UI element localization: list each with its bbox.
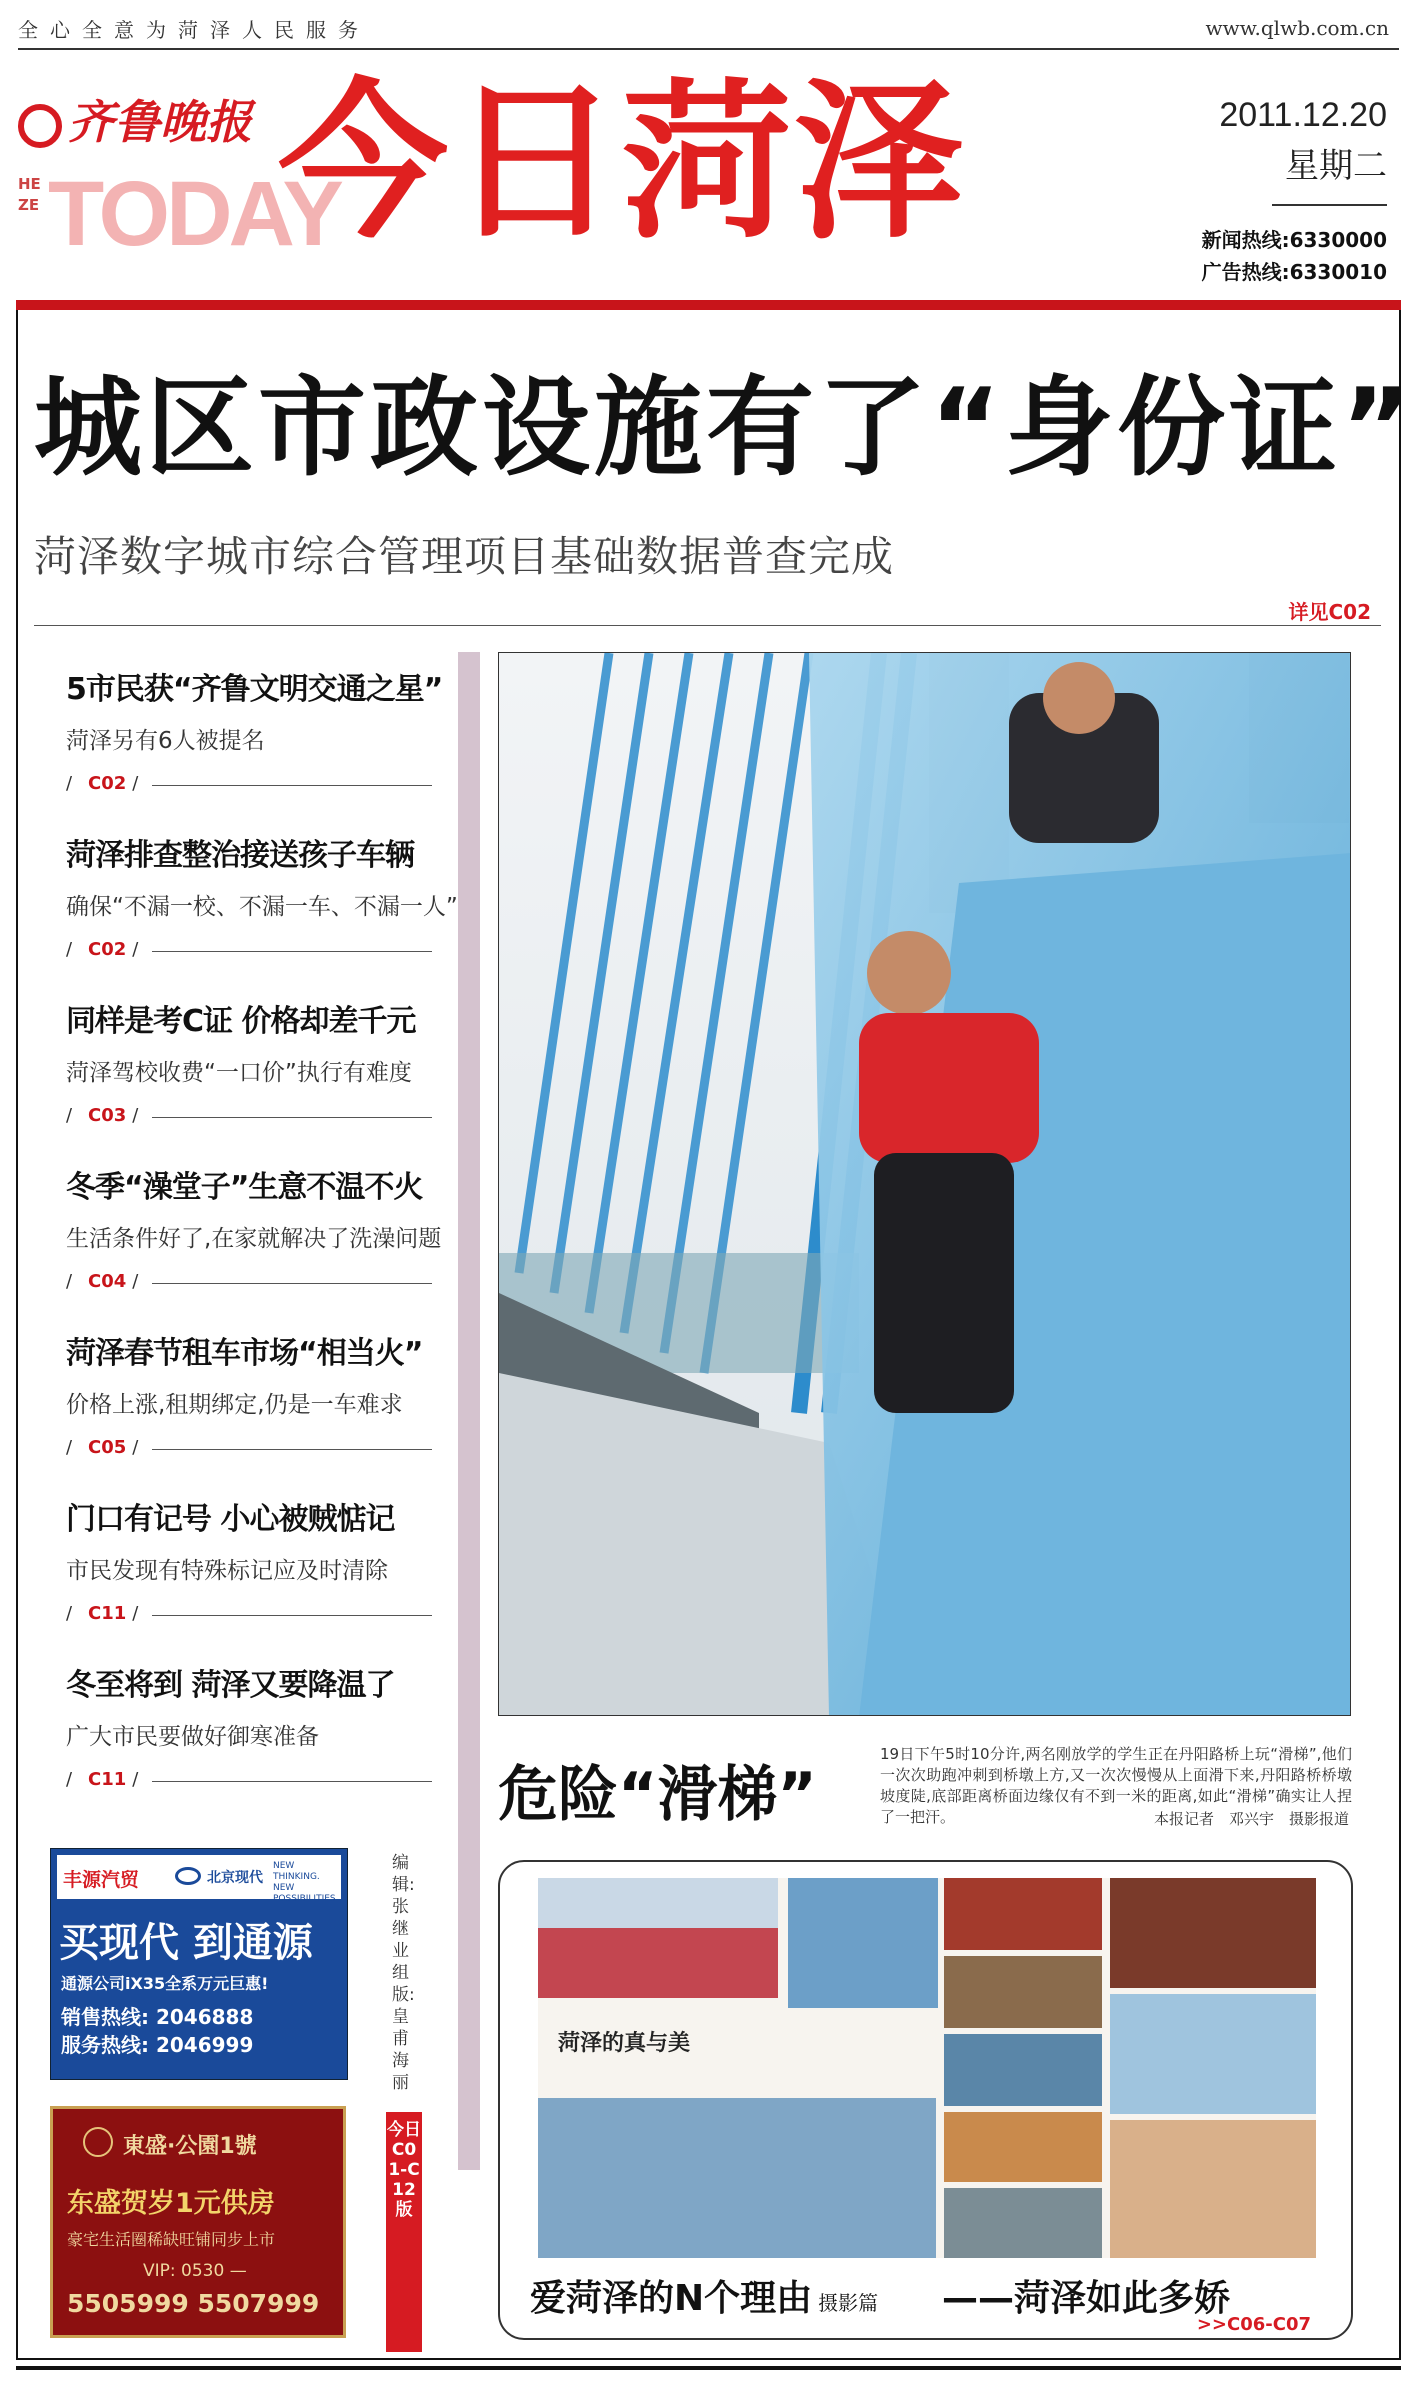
top-divider — [18, 48, 1399, 50]
bridge-slide-illustration — [499, 653, 1351, 1716]
pages-tag: 今日C01-C12版 — [386, 2112, 422, 2352]
news-index-page-code — [66, 1437, 432, 1461]
car-ad-brand-right: 北京现代 — [207, 1870, 263, 1886]
date-divider — [1272, 204, 1387, 206]
see-more-link[interactable]: 详见C02 — [1288, 600, 1371, 624]
content-frame-top-bar — [16, 300, 1401, 310]
promo-photo-feature[interactable] — [498, 1860, 1353, 2340]
index-underline — [152, 1781, 432, 1782]
page-code-text: C03 — [88, 1105, 127, 1126]
news-index-item[interactable] — [66, 1668, 432, 1793]
photo-story-title: 危险“滑梯” — [498, 1760, 817, 1830]
promo-collage-photo — [538, 1928, 778, 1998]
car-ad-offer: 通源公司iX35全系万元巨惠! — [61, 1974, 269, 1993]
index-underline — [152, 951, 432, 952]
lead-photo[interactable] — [498, 652, 1351, 1716]
estate-ad-sub: 豪宅生活圈稀缺旺铺同步上市 — [67, 2230, 276, 2249]
slash-icon: / — [132, 1769, 139, 1790]
page-code-text: C02 — [88, 773, 127, 794]
news-index-item[interactable] — [66, 1170, 442, 1295]
news-index-title: 5市民获“齐鲁文明交通之星” — [66, 672, 443, 707]
website-url[interactable]: www.qlwb.com.cn — [1205, 16, 1389, 40]
news-hotline: 新闻热线:6330000 — [1201, 228, 1387, 252]
page-code-text: C02 — [88, 939, 127, 960]
promo-pages-link[interactable]: >>C06-C07 — [1196, 2314, 1311, 2335]
promo-collage-photo — [944, 1956, 1102, 2028]
news-index-page-code — [66, 939, 432, 963]
news-index-title: 门口有记号 小心被贼惦记 — [66, 1502, 395, 1537]
promo-collage-photo — [944, 2112, 1102, 2182]
estate-logo-icon — [83, 2127, 113, 2157]
slash-icon: / — [132, 1603, 139, 1624]
brand-today: TODAY — [48, 163, 340, 265]
news-index-title: 菏泽排查整治接送孩子车辆 — [66, 838, 414, 873]
index-underline — [152, 1283, 432, 1284]
slash-icon: / — [66, 939, 73, 960]
index-underline — [152, 1449, 432, 1450]
estate-ad-brand: 東盛·公園1號 — [123, 2134, 257, 2159]
estate-ad-vip: VIP: 0530 — — [143, 2261, 247, 2281]
news-index-subtitle: 广大市民要做好御寒准备 — [66, 1724, 319, 1750]
car-ad-brand-bar — [57, 1855, 341, 1904]
promo-collage-photo — [944, 1878, 1102, 1950]
bottom-rule — [16, 2366, 1401, 2370]
promo-label: 摄影篇 — [818, 2291, 879, 2315]
ad-hotline: 广告热线:6330010 — [1201, 260, 1387, 284]
slash-icon: / — [66, 773, 73, 794]
estate-ad-headline: 东盛贺岁1元供房 — [67, 2188, 275, 2219]
slash-icon: / — [66, 1437, 73, 1458]
brand-name: 齐鲁晚报 — [68, 95, 252, 149]
news-index-subtitle: 菏泽驾校收费“一口价”执行有难度 — [66, 1060, 412, 1086]
lead-subheadline: 菏泽数字城市综合管理项目基础数据普查完成 — [34, 532, 895, 581]
lead-headline[interactable]: 城区市政设施有了“身份证” — [34, 366, 1416, 491]
photo-story-credit: 本报记者 邓兴宇 摄影报道 — [1153, 1810, 1349, 1828]
news-index-page-code — [66, 773, 432, 797]
issue-weekday: 星期二 — [1285, 146, 1387, 186]
realestate-ad[interactable] — [50, 2106, 346, 2338]
photo-story-caption: 19日下午5时10分许,两名刚放学的学生正在丹阳路桥上玩“滑梯”,他们一次次助跑冲刺到桥墩上方,又一次次慢慢从上面滑下来,丹阳路桥桥墩坡度陡,底部距离桥面边缘仅有不到一米的距离,如此“滑梯”确实让人捏了一把汗。 — [880, 1745, 1352, 1826]
news-index-page-code — [66, 1603, 432, 1627]
slogan: 全心全意为菏泽人民服务 — [18, 18, 370, 42]
car-dealer-ad[interactable] — [50, 1848, 348, 2080]
news-index-title: 同样是考C证 价格却差千元 — [66, 1004, 416, 1039]
car-ad-brand-left: 丰源汽贸 — [63, 1869, 140, 1891]
estate-ad-phones: 5505999 5507999 — [67, 2289, 320, 2318]
news-index-subtitle: 生活条件好了,在家就解决了洗澡问题 — [66, 1226, 442, 1252]
news-index-title: 菏泽春节租车市场“相当火” — [66, 1336, 423, 1371]
editors-credit: 编辑:张继业 组版:皇甫海丽 — [392, 1853, 415, 2093]
news-index-subtitle: 价格上涨,租期绑定,仍是一车难求 — [66, 1392, 403, 1418]
promo-inner-title: 菏泽的真与美 — [558, 2031, 691, 2056]
promo-collage — [538, 1878, 1316, 2258]
page-code-text: C11 — [88, 1769, 127, 1790]
car-ad-sales-line: 销售热线: 2046888 — [61, 2005, 254, 2029]
news-index-subtitle: 菏泽另有6人被提名 — [66, 728, 265, 754]
slash-icon: / — [66, 1603, 73, 1624]
promo-collage-photo — [1110, 2120, 1316, 2258]
slash-icon: / — [132, 1437, 139, 1458]
masthead: 今日菏泽 — [278, 64, 967, 262]
news-index-title: 冬季“澡堂子”生意不温不火 — [66, 1170, 423, 1205]
news-index-item[interactable] — [66, 1336, 432, 1461]
brand-logo — [18, 86, 252, 152]
index-underline — [152, 1615, 432, 1616]
issue-date: 2011.12.20 — [1219, 96, 1387, 134]
slash-icon: / — [132, 1105, 139, 1126]
car-ad-tagline: NEW THINKING. NEW POSSIBILITIES. — [273, 1861, 339, 1904]
slash-icon: / — [132, 939, 139, 960]
news-index-item[interactable] — [66, 838, 458, 963]
news-index-item[interactable] — [66, 672, 443, 797]
promo-subtitle: ——菏泽如此多娇 — [942, 2278, 1231, 2319]
car-ad-headline: 买现代 到通源 — [59, 1920, 313, 1966]
promo-main-title-text: 爱菏泽的N个理由 — [530, 2278, 813, 2319]
promo-main-title — [530, 2270, 878, 2321]
page-code-text: C04 — [88, 1271, 127, 1292]
promo-collage-photo — [788, 1878, 938, 2008]
promo-collage-photo — [538, 2098, 936, 2258]
promo-collage-photo — [944, 2188, 1102, 2258]
promo-collage-photo — [944, 2034, 1102, 2106]
page-code-text: C11 — [88, 1603, 127, 1624]
news-index-page-code — [66, 1769, 432, 1793]
car-ad-service-line: 服务热线: 2046999 — [61, 2033, 254, 2057]
slash-icon: / — [132, 773, 139, 794]
news-index-subtitle: 确保“不漏一校、不漏一车、不漏一人” — [66, 894, 458, 920]
news-index-title: 冬至将到 菏泽又要降温了 — [66, 1668, 395, 1703]
slash-icon: / — [66, 1769, 73, 1790]
slash-icon: / — [66, 1105, 73, 1126]
slash-icon: / — [66, 1271, 73, 1292]
news-index-subtitle: 市民发现有特殊标记应及时清除 — [66, 1558, 388, 1584]
news-index-item[interactable] — [66, 1004, 432, 1129]
page-code-text: C05 — [88, 1437, 127, 1458]
news-index-page-code — [66, 1105, 432, 1129]
brand-logo-swirl-icon — [18, 104, 62, 148]
news-index-page-code — [66, 1271, 432, 1295]
column-divider — [458, 652, 480, 2170]
slash-icon: / — [132, 1271, 139, 1292]
news-index-item[interactable] — [66, 1502, 432, 1627]
index-underline — [152, 785, 432, 786]
index-underline — [152, 1117, 432, 1118]
brand-heze: HEZE — [18, 175, 41, 214]
hyundai-logo-icon — [175, 1867, 201, 1885]
promo-collage-photo — [1110, 1994, 1316, 2114]
lead-divider — [34, 625, 1381, 626]
promo-collage-photo — [1110, 1878, 1316, 1988]
